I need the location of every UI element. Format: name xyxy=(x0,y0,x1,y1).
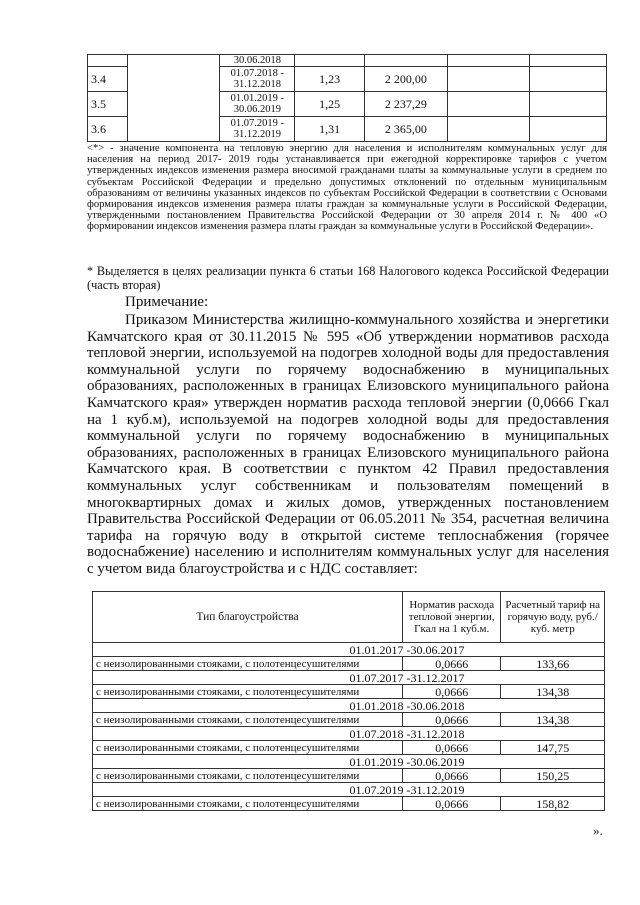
tariff-cell: 158,82 xyxy=(501,797,605,811)
header-type: Тип благоустройства xyxy=(93,592,403,643)
value-cell xyxy=(365,55,448,67)
tariff-cell: 147,75 xyxy=(501,741,605,755)
period-cell: 01.01.2018 -30.06.2018 xyxy=(93,699,605,713)
period-cell: 01.07.2018 -31.12.2018 xyxy=(93,727,605,741)
table-row xyxy=(93,769,605,783)
value-cell: 2 200,00 xyxy=(365,67,448,92)
row-number xyxy=(88,55,128,67)
header-tariff: Расчетный тариф на горячую воду, руб./куб. метр xyxy=(501,592,605,643)
period-cell: 30.06.2018 xyxy=(220,55,295,67)
norm-cell: 0,0666 xyxy=(402,685,501,699)
tariff-cell: 134,38 xyxy=(501,685,605,699)
type-cell: с неизолированными стояками, с полотенцесушителями xyxy=(93,741,403,755)
footnote-text: * Выделяется в целях реализации пункта 6 статьи 168 Налогового кодекса Российской Федерации (часть вторая) xyxy=(87,264,609,292)
period-row xyxy=(93,699,605,713)
closing-quote-mark: ». xyxy=(593,823,603,838)
period-row xyxy=(93,783,605,797)
header-row xyxy=(93,592,605,643)
period-row xyxy=(93,755,605,769)
type-cell: с неизолированными стояками, с полотенцесушителями xyxy=(93,685,403,699)
table-row xyxy=(88,55,607,67)
table-row xyxy=(93,657,605,671)
empty-cell xyxy=(530,92,607,117)
footnote-asterisk xyxy=(87,264,609,292)
period-start: 01.07.2018 - xyxy=(230,68,285,79)
period-start: 01.01.2019 - xyxy=(230,93,285,104)
period-cell: 01.01.2017 -30.06.2017 xyxy=(93,643,605,657)
tariff-cell: 134,38 xyxy=(501,713,605,727)
norm-cell: 0,0666 xyxy=(402,741,501,755)
empty-cell xyxy=(447,67,530,92)
period-cell xyxy=(220,67,295,92)
period-cell: 01.07.2017 -31.12.2017 xyxy=(93,671,605,685)
table-row xyxy=(93,685,605,699)
coef-cell: 1,25 xyxy=(295,92,365,117)
empty-cell xyxy=(530,55,607,67)
coef-cell xyxy=(295,55,365,67)
empty-cell xyxy=(447,117,530,142)
note-title: Примечание: xyxy=(125,294,209,310)
row-number: 3.6 xyxy=(88,117,128,142)
table-row xyxy=(93,713,605,727)
type-cell: с неизолированными стояками, с полотенцесушителями xyxy=(93,769,403,783)
empty-cell xyxy=(530,117,607,142)
paragraph-text: Приказом Министерства жилищно-коммунального хозяйства и энергетики Камчатского края от 30.11.2015 № 595 «Об утверждении нормативов расхода тепловой энергии, используемой на подогрев холодной воды для предоставления коммунальной услуги по горячему водоснабжению в муниципальных образованиях, расположенных в границах Елизовского муниципального района Камчатского края» утвержден норматив расхода тепловой энергии (0,0666 Гкал на 1 куб.м), используемой на подогрев холодной воды для предоставления коммунальной услуги по горячему водоснабжению в муниципальных образованиях, расположенных в границах Елизовского муниципального района Камчатского края. В соответствии с пунктом 42 Правил предоставления коммунальных услуг собственникам и пользователям помещений в многоквартирных домах и жилых домов, утвержденных постановлением Правительства Российской Федерации от 06.05.2011 № 354, расчетная величина тарифа на горячую воду в открытой системе теплоснабжения (горячее водоснабжение) населению и исполнителям коммунальных услуг для населения с учетом вида благоустройства и с НДС составляет: xyxy=(87,312,609,577)
period-cell: 01.07.2019 -31.12.2019 xyxy=(93,783,605,797)
table-row xyxy=(93,741,605,755)
tariff-cell: 150,25 xyxy=(501,769,605,783)
norm-cell: 0,0666 xyxy=(402,797,501,811)
footnote-angle-asterisk xyxy=(87,143,607,233)
period-cell xyxy=(220,92,295,117)
tariff-index-table xyxy=(87,54,607,142)
period-end: 31.12.2019 xyxy=(233,129,281,140)
value-cell: 2 365,00 xyxy=(365,117,448,142)
period-row xyxy=(93,671,605,685)
period-cell: 01.01.2019 -30.06.2019 xyxy=(93,755,605,769)
period-start: 01.07.2019 - xyxy=(230,118,285,129)
row-number: 3.4 xyxy=(88,67,128,92)
period-row xyxy=(93,727,605,741)
coef-cell: 1,31 xyxy=(295,117,365,142)
coef-cell: 1,23 xyxy=(295,67,365,92)
note-paragraph xyxy=(87,312,609,578)
footnote-text: <*> - значение компонента на тепловую энергию для населения и исполнителям коммунальных услуг для населения на период 2017- 2019 годы устанавливается при ежегодной корректировке тарифов с учетом утвержденных индексов изменения размера вносимой гражданами платы за коммунальные услуги в среднем по субъектам Российской Федерации и предельно допустимых отклонений по отдельным муниципальным образованиям от величины указанных индексов по субъектам Российской Федерации в соответствии с Основами формирования индексов изменения размера платы граждан за коммунальные услуги в Российской Федерации, утвержденными постановлением Правительства Российской Федерации от 30 апреля 2014 г. № 400 «О формировании индексов изменения размера платы граждан за коммунальные услуги в Российской Федерации». xyxy=(87,143,607,233)
period-row xyxy=(93,643,605,657)
value-cell: 2 237,29 xyxy=(365,92,448,117)
header-norm: Норматив расхода тепловой энергии, Гкал на 1 куб.м. xyxy=(402,592,501,643)
blank-cell xyxy=(127,55,220,142)
row-number: 3.5 xyxy=(88,92,128,117)
table-row xyxy=(93,797,605,811)
period-end: 31.12.2018 xyxy=(233,79,281,90)
empty-cell xyxy=(447,92,530,117)
type-cell: с неизолированными стояками, с полотенцесушителями xyxy=(93,657,403,671)
norm-cell: 0,0666 xyxy=(402,713,501,727)
hot-water-tariff-table xyxy=(92,591,605,811)
empty-cell xyxy=(530,67,607,92)
type-cell: с неизолированными стояками, с полотенцесушителями xyxy=(93,797,403,811)
type-cell: с неизолированными стояками, с полотенцесушителями xyxy=(93,713,403,727)
norm-cell: 0,0666 xyxy=(402,657,501,671)
norm-cell: 0,0666 xyxy=(402,769,501,783)
period-end: 30.06.2019 xyxy=(233,104,281,115)
period-cell xyxy=(220,117,295,142)
empty-cell xyxy=(447,55,530,67)
tariff-cell: 133,66 xyxy=(501,657,605,671)
